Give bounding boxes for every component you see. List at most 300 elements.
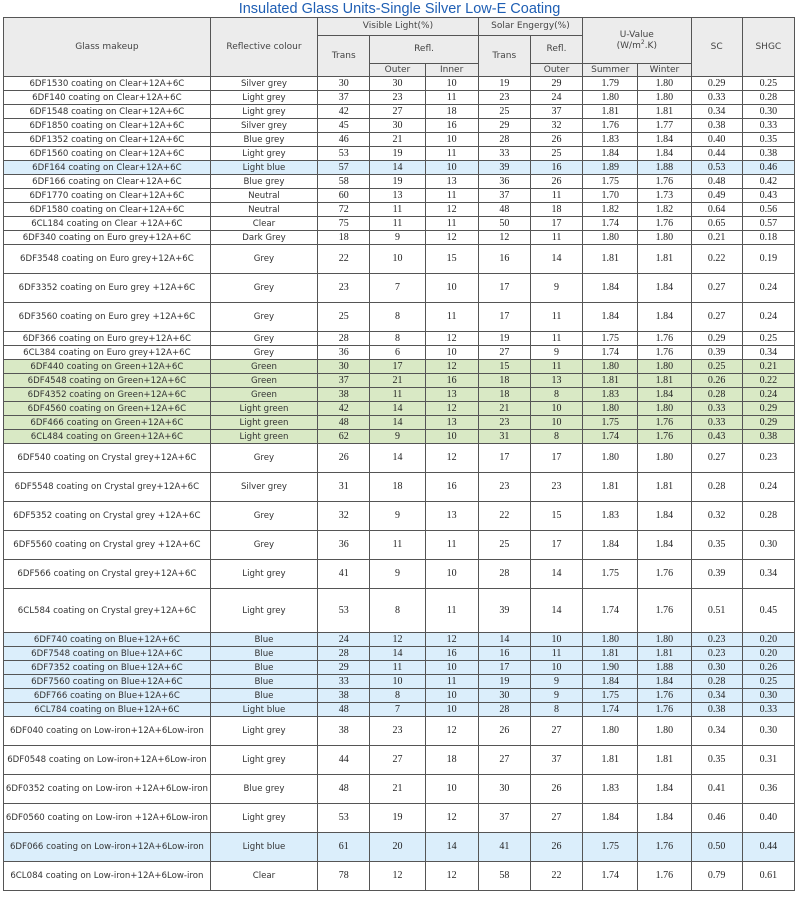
cell-solar-refl-outer: 11 bbox=[530, 303, 582, 332]
cell-u-value-summer: 1.81 bbox=[583, 245, 638, 274]
cell-solar-refl-outer: 8 bbox=[530, 703, 582, 717]
cell-sc: 0.38 bbox=[691, 119, 742, 133]
header-winter: Winter bbox=[638, 64, 691, 77]
cell-reflective-colour: Silver grey bbox=[210, 77, 317, 91]
cell-visible-refl-inner: 18 bbox=[425, 746, 478, 775]
cell-u-value-winter: 1.88 bbox=[638, 161, 691, 175]
cell-solar-trans: 27 bbox=[478, 346, 530, 360]
cell-glass-makeup: 6DF3352 coating on Euro grey +12A+6C bbox=[4, 274, 211, 303]
cell-visible-trans: 75 bbox=[318, 217, 370, 231]
cell-solar-trans: 31 bbox=[478, 430, 530, 444]
cell-visible-trans: 41 bbox=[318, 560, 370, 589]
cell-solar-trans: 28 bbox=[478, 703, 530, 717]
cell-visible-refl-outer: 18 bbox=[370, 473, 425, 502]
cell-u-value-winter: 1.76 bbox=[638, 833, 691, 862]
header-solar-refl: Refl. bbox=[530, 36, 582, 64]
cell-visible-refl-inner: 11 bbox=[425, 91, 478, 105]
table-row bbox=[4, 203, 795, 217]
cell-visible-trans: 38 bbox=[318, 717, 370, 746]
cell-glass-makeup: 6DF140 coating on Clear+12A+6C bbox=[4, 91, 211, 105]
cell-visible-refl-inner: 12 bbox=[425, 402, 478, 416]
cell-visible-trans: 48 bbox=[318, 416, 370, 430]
cell-u-value-summer: 1.80 bbox=[583, 717, 638, 746]
cell-sc: 0.32 bbox=[691, 502, 742, 531]
cell-visible-refl-outer: 10 bbox=[370, 675, 425, 689]
cell-u-value-winter: 1.76 bbox=[638, 416, 691, 430]
cell-solar-refl-outer: 9 bbox=[530, 675, 582, 689]
header-reflective-colour: Reflective colour bbox=[210, 18, 317, 77]
cell-solar-refl-outer: 13 bbox=[530, 374, 582, 388]
cell-visible-refl-outer: 14 bbox=[370, 161, 425, 175]
cell-glass-makeup: 6DF340 coating on Euro grey+12A+6C bbox=[4, 231, 211, 245]
cell-glass-makeup: 6DF1770 coating on Clear+12A+6C bbox=[4, 189, 211, 203]
cell-solar-trans: 25 bbox=[478, 105, 530, 119]
cell-shgc: 0.61 bbox=[742, 862, 794, 891]
cell-visible-refl-inner: 12 bbox=[425, 804, 478, 833]
cell-solar-refl-outer: 16 bbox=[530, 161, 582, 175]
cell-glass-makeup: 6CL584 coating on Crystal grey+12A+6C bbox=[4, 589, 211, 633]
cell-sc: 0.33 bbox=[691, 416, 742, 430]
cell-shgc: 0.56 bbox=[742, 203, 794, 217]
header-solar-outer: Outer bbox=[530, 64, 582, 77]
cell-visible-refl-outer: 30 bbox=[370, 119, 425, 133]
cell-glass-makeup: 6DF7548 coating on Blue+12A+6C bbox=[4, 647, 211, 661]
cell-solar-trans: 25 bbox=[478, 531, 530, 560]
cell-sc: 0.25 bbox=[691, 360, 742, 374]
cell-solar-trans: 33 bbox=[478, 147, 530, 161]
cell-visible-refl-outer: 23 bbox=[370, 717, 425, 746]
cell-solar-trans: 30 bbox=[478, 775, 530, 804]
cell-visible-refl-inner: 14 bbox=[425, 833, 478, 862]
cell-solar-trans: 23 bbox=[478, 91, 530, 105]
cell-visible-refl-inner: 11 bbox=[425, 675, 478, 689]
cell-u-value-winter: 1.81 bbox=[638, 647, 691, 661]
cell-visible-refl-outer: 14 bbox=[370, 647, 425, 661]
cell-solar-trans: 48 bbox=[478, 203, 530, 217]
cell-visible-refl-outer: 12 bbox=[370, 862, 425, 891]
cell-reflective-colour: Light blue bbox=[210, 161, 317, 175]
cell-u-value-summer: 1.75 bbox=[583, 332, 638, 346]
cell-visible-refl-outer: 23 bbox=[370, 91, 425, 105]
cell-shgc: 0.30 bbox=[742, 531, 794, 560]
cell-glass-makeup: 6DF1548 coating on Clear+12A+6C bbox=[4, 105, 211, 119]
cell-visible-refl-inner: 13 bbox=[425, 502, 478, 531]
header-glass-makeup: Glass makeup bbox=[4, 18, 211, 77]
cell-solar-trans: 16 bbox=[478, 245, 530, 274]
cell-u-value-winter: 1.76 bbox=[638, 560, 691, 589]
cell-solar-trans: 17 bbox=[478, 661, 530, 675]
cell-solar-refl-outer: 10 bbox=[530, 416, 582, 430]
cell-u-value-winter: 1.80 bbox=[638, 231, 691, 245]
cell-reflective-colour: Green bbox=[210, 388, 317, 402]
cell-reflective-colour: Grey bbox=[210, 303, 317, 332]
cell-visible-trans: 37 bbox=[318, 374, 370, 388]
cell-shgc: 0.28 bbox=[742, 91, 794, 105]
cell-solar-trans: 41 bbox=[478, 833, 530, 862]
cell-shgc: 0.18 bbox=[742, 231, 794, 245]
cell-glass-makeup: 6DF1530 coating on Clear+12A+6C bbox=[4, 77, 211, 91]
cell-visible-trans: 37 bbox=[318, 91, 370, 105]
cell-glass-makeup: 6CL784 coating on Blue+12A+6C bbox=[4, 703, 211, 717]
cell-u-value-summer: 1.80 bbox=[583, 633, 638, 647]
cell-visible-trans: 31 bbox=[318, 473, 370, 502]
cell-visible-refl-outer: 27 bbox=[370, 105, 425, 119]
cell-u-value-winter: 1.82 bbox=[638, 203, 691, 217]
cell-shgc: 0.29 bbox=[742, 402, 794, 416]
cell-shgc: 0.21 bbox=[742, 360, 794, 374]
table-row bbox=[4, 703, 795, 717]
cell-glass-makeup: 6DF7352 coating on Blue+12A+6C bbox=[4, 661, 211, 675]
cell-visible-trans: 28 bbox=[318, 332, 370, 346]
cell-u-value-summer: 1.84 bbox=[583, 274, 638, 303]
cell-reflective-colour: Neutral bbox=[210, 203, 317, 217]
cell-visible-trans: 46 bbox=[318, 133, 370, 147]
cell-u-value-winter: 1.80 bbox=[638, 633, 691, 647]
cell-visible-refl-inner: 13 bbox=[425, 175, 478, 189]
table-row bbox=[4, 105, 795, 119]
cell-solar-refl-outer: 23 bbox=[530, 473, 582, 502]
cell-shgc: 0.24 bbox=[742, 274, 794, 303]
cell-visible-refl-inner: 18 bbox=[425, 105, 478, 119]
table-row bbox=[4, 303, 795, 332]
cell-sc: 0.49 bbox=[691, 189, 742, 203]
cell-visible-refl-outer: 8 bbox=[370, 589, 425, 633]
cell-u-value-summer: 1.75 bbox=[583, 416, 638, 430]
cell-u-value-summer: 1.84 bbox=[583, 147, 638, 161]
cell-visible-refl-outer: 14 bbox=[370, 402, 425, 416]
cell-solar-refl-outer: 26 bbox=[530, 133, 582, 147]
cell-solar-trans: 26 bbox=[478, 717, 530, 746]
cell-u-value-summer: 1.83 bbox=[583, 388, 638, 402]
cell-reflective-colour: Clear bbox=[210, 217, 317, 231]
table-row bbox=[4, 274, 795, 303]
header-visible-inner: Inner bbox=[425, 64, 478, 77]
cell-sc: 0.33 bbox=[691, 402, 742, 416]
cell-visible-refl-inner: 10 bbox=[425, 346, 478, 360]
cell-sc: 0.38 bbox=[691, 703, 742, 717]
cell-visible-refl-outer: 27 bbox=[370, 746, 425, 775]
cell-visible-refl-inner: 12 bbox=[425, 231, 478, 245]
cell-u-value-winter: 1.84 bbox=[638, 675, 691, 689]
cell-visible-refl-inner: 11 bbox=[425, 189, 478, 203]
cell-visible-refl-inner: 10 bbox=[425, 133, 478, 147]
table-row bbox=[4, 332, 795, 346]
cell-solar-trans: 19 bbox=[478, 77, 530, 91]
cell-visible-refl-outer: 19 bbox=[370, 804, 425, 833]
cell-u-value-winter: 1.80 bbox=[638, 360, 691, 374]
header-visible-refl: Refl. bbox=[370, 36, 478, 64]
cell-shgc: 0.23 bbox=[742, 444, 794, 473]
cell-sc: 0.26 bbox=[691, 374, 742, 388]
cell-u-value-summer: 1.76 bbox=[583, 119, 638, 133]
cell-u-value-summer: 1.83 bbox=[583, 502, 638, 531]
table-row bbox=[4, 360, 795, 374]
cell-solar-trans: 12 bbox=[478, 231, 530, 245]
cell-u-value-summer: 1.80 bbox=[583, 444, 638, 473]
cell-solar-trans: 17 bbox=[478, 274, 530, 303]
table-row bbox=[4, 661, 795, 675]
cell-reflective-colour: Blue grey bbox=[210, 775, 317, 804]
cell-sc: 0.23 bbox=[691, 647, 742, 661]
cell-u-value-summer: 1.74 bbox=[583, 703, 638, 717]
cell-shgc: 0.42 bbox=[742, 175, 794, 189]
cell-reflective-colour: Light grey bbox=[210, 746, 317, 775]
cell-u-value-winter: 1.80 bbox=[638, 91, 691, 105]
cell-solar-refl-outer: 10 bbox=[530, 402, 582, 416]
cell-visible-refl-outer: 30 bbox=[370, 77, 425, 91]
cell-solar-trans: 36 bbox=[478, 175, 530, 189]
cell-visible-refl-inner: 12 bbox=[425, 203, 478, 217]
cell-glass-makeup: 6DF066 coating on Low-iron+12A+6Low-iron bbox=[4, 833, 211, 862]
header-summer: Summer bbox=[583, 64, 638, 77]
cell-solar-trans: 18 bbox=[478, 374, 530, 388]
cell-u-value-winter: 1.81 bbox=[638, 374, 691, 388]
cell-u-value-summer: 1.74 bbox=[583, 862, 638, 891]
cell-visible-trans: 48 bbox=[318, 775, 370, 804]
cell-visible-trans: 42 bbox=[318, 402, 370, 416]
cell-u-value-winter: 1.76 bbox=[638, 430, 691, 444]
cell-visible-trans: 53 bbox=[318, 147, 370, 161]
cell-u-value-winter: 1.81 bbox=[638, 746, 691, 775]
cell-u-value-summer: 1.90 bbox=[583, 661, 638, 675]
cell-solar-refl-outer: 17 bbox=[530, 444, 582, 473]
cell-visible-refl-inner: 16 bbox=[425, 473, 478, 502]
cell-visible-refl-inner: 12 bbox=[425, 332, 478, 346]
cell-sc: 0.30 bbox=[691, 661, 742, 675]
cell-u-value-winter: 1.84 bbox=[638, 303, 691, 332]
cell-shgc: 0.30 bbox=[742, 689, 794, 703]
cell-sc: 0.64 bbox=[691, 203, 742, 217]
cell-shgc: 0.34 bbox=[742, 560, 794, 589]
cell-visible-trans: 36 bbox=[318, 346, 370, 360]
cell-reflective-colour: Light green bbox=[210, 402, 317, 416]
cell-sc: 0.28 bbox=[691, 473, 742, 502]
cell-solar-refl-outer: 22 bbox=[530, 862, 582, 891]
table-row bbox=[4, 147, 795, 161]
cell-visible-trans: 42 bbox=[318, 105, 370, 119]
cell-solar-refl-outer: 11 bbox=[530, 332, 582, 346]
cell-visible-refl-inner: 16 bbox=[425, 374, 478, 388]
cell-glass-makeup: 6DF1560 coating on Clear+12A+6C bbox=[4, 147, 211, 161]
cell-glass-makeup: 6DF4352 coating on Green+12A+6C bbox=[4, 388, 211, 402]
cell-glass-makeup: 6DF164 coating on Clear+12A+6C bbox=[4, 161, 211, 175]
cell-visible-refl-outer: 9 bbox=[370, 560, 425, 589]
cell-sc: 0.34 bbox=[691, 717, 742, 746]
cell-solar-trans: 19 bbox=[478, 332, 530, 346]
cell-reflective-colour: Grey bbox=[210, 502, 317, 531]
cell-reflective-colour: Blue bbox=[210, 661, 317, 675]
cell-visible-trans: 53 bbox=[318, 589, 370, 633]
cell-u-value-summer: 1.82 bbox=[583, 203, 638, 217]
cell-visible-trans: 36 bbox=[318, 531, 370, 560]
header-visible-light: Visible Light(%) bbox=[318, 18, 479, 36]
cell-visible-refl-outer: 6 bbox=[370, 346, 425, 360]
cell-visible-trans: 28 bbox=[318, 647, 370, 661]
cell-u-value-winter: 1.84 bbox=[638, 775, 691, 804]
cell-u-value-winter: 1.84 bbox=[638, 502, 691, 531]
cell-shgc: 0.45 bbox=[742, 589, 794, 633]
cell-visible-trans: 44 bbox=[318, 746, 370, 775]
cell-reflective-colour: Light blue bbox=[210, 703, 317, 717]
cell-visible-trans: 24 bbox=[318, 633, 370, 647]
cell-solar-refl-outer: 26 bbox=[530, 175, 582, 189]
cell-solar-trans: 15 bbox=[478, 360, 530, 374]
cell-visible-trans: 26 bbox=[318, 444, 370, 473]
cell-visible-refl-inner: 13 bbox=[425, 416, 478, 430]
cell-u-value-summer: 1.79 bbox=[583, 77, 638, 91]
cell-visible-refl-inner: 12 bbox=[425, 862, 478, 891]
cell-shgc: 0.33 bbox=[742, 119, 794, 133]
cell-reflective-colour: Light grey bbox=[210, 91, 317, 105]
cell-sc: 0.43 bbox=[691, 430, 742, 444]
cell-u-value-winter: 1.76 bbox=[638, 689, 691, 703]
cell-solar-trans: 29 bbox=[478, 119, 530, 133]
cell-sc: 0.41 bbox=[691, 775, 742, 804]
cell-u-value-winter: 1.84 bbox=[638, 804, 691, 833]
cell-visible-trans: 38 bbox=[318, 689, 370, 703]
cell-reflective-colour: Grey bbox=[210, 332, 317, 346]
cell-reflective-colour: Light grey bbox=[210, 560, 317, 589]
cell-shgc: 0.33 bbox=[742, 703, 794, 717]
table-row bbox=[4, 231, 795, 245]
cell-u-value-winter: 1.84 bbox=[638, 531, 691, 560]
cell-u-value-winter: 1.80 bbox=[638, 77, 691, 91]
cell-visible-refl-inner: 13 bbox=[425, 388, 478, 402]
cell-sc: 0.35 bbox=[691, 746, 742, 775]
cell-shgc: 0.43 bbox=[742, 189, 794, 203]
cell-visible-refl-inner: 10 bbox=[425, 161, 478, 175]
cell-solar-refl-outer: 15 bbox=[530, 502, 582, 531]
cell-u-value-summer: 1.80 bbox=[583, 231, 638, 245]
cell-u-value-summer: 1.75 bbox=[583, 833, 638, 862]
cell-reflective-colour: Grey bbox=[210, 346, 317, 360]
cell-glass-makeup: 6DF440 coating on Green+12A+6C bbox=[4, 360, 211, 374]
cell-shgc: 0.29 bbox=[742, 416, 794, 430]
cell-shgc: 0.38 bbox=[742, 430, 794, 444]
cell-solar-refl-outer: 18 bbox=[530, 203, 582, 217]
cell-solar-refl-outer: 10 bbox=[530, 633, 582, 647]
table-row bbox=[4, 531, 795, 560]
table-row bbox=[4, 77, 795, 91]
cell-reflective-colour: Silver grey bbox=[210, 473, 317, 502]
cell-solar-refl-outer: 29 bbox=[530, 77, 582, 91]
cell-visible-refl-inner: 12 bbox=[425, 444, 478, 473]
cell-visible-trans: 18 bbox=[318, 231, 370, 245]
cell-visible-refl-outer: 19 bbox=[370, 175, 425, 189]
cell-visible-refl-outer: 11 bbox=[370, 388, 425, 402]
cell-u-value-summer: 1.75 bbox=[583, 689, 638, 703]
header-solar-trans: Trans bbox=[478, 36, 530, 77]
cell-reflective-colour: Blue grey bbox=[210, 133, 317, 147]
cell-solar-refl-outer: 11 bbox=[530, 231, 582, 245]
cell-glass-makeup: 6CL484 coating on Green+12A+6C bbox=[4, 430, 211, 444]
cell-sc: 0.23 bbox=[691, 633, 742, 647]
cell-shgc: 0.38 bbox=[742, 147, 794, 161]
cell-visible-trans: 60 bbox=[318, 189, 370, 203]
table-row bbox=[4, 217, 795, 231]
cell-visible-refl-inner: 12 bbox=[425, 633, 478, 647]
cell-u-value-winter: 1.77 bbox=[638, 119, 691, 133]
cell-shgc: 0.44 bbox=[742, 833, 794, 862]
cell-solar-refl-outer: 27 bbox=[530, 804, 582, 833]
cell-visible-refl-outer: 9 bbox=[370, 231, 425, 245]
cell-glass-makeup: 6DF740 coating on Blue+12A+6C bbox=[4, 633, 211, 647]
cell-u-value-winter: 1.76 bbox=[638, 175, 691, 189]
cell-u-value-summer: 1.89 bbox=[583, 161, 638, 175]
cell-reflective-colour: Silver grey bbox=[210, 119, 317, 133]
cell-u-value-winter: 1.81 bbox=[638, 473, 691, 502]
cell-visible-refl-outer: 21 bbox=[370, 775, 425, 804]
cell-u-value-winter: 1.84 bbox=[638, 274, 691, 303]
cell-solar-trans: 14 bbox=[478, 633, 530, 647]
cell-u-value-summer: 1.84 bbox=[583, 303, 638, 332]
cell-sc: 0.65 bbox=[691, 217, 742, 231]
cell-solar-trans: 18 bbox=[478, 388, 530, 402]
cell-shgc: 0.36 bbox=[742, 775, 794, 804]
table-row bbox=[4, 91, 795, 105]
cell-reflective-colour: Blue bbox=[210, 689, 317, 703]
cell-u-value-summer: 1.74 bbox=[583, 430, 638, 444]
cell-glass-makeup: 6DF3560 coating on Euro grey +12A+6C bbox=[4, 303, 211, 332]
cell-visible-trans: 45 bbox=[318, 119, 370, 133]
cell-visible-refl-inner: 16 bbox=[425, 647, 478, 661]
table-row bbox=[4, 560, 795, 589]
cell-reflective-colour: Dark Grey bbox=[210, 231, 317, 245]
cell-solar-trans: 39 bbox=[478, 161, 530, 175]
cell-visible-trans: 22 bbox=[318, 245, 370, 274]
cell-u-value-summer: 1.80 bbox=[583, 402, 638, 416]
cell-solar-trans: 23 bbox=[478, 473, 530, 502]
cell-shgc: 0.46 bbox=[742, 161, 794, 175]
cell-solar-refl-outer: 9 bbox=[530, 274, 582, 303]
cell-visible-trans: 33 bbox=[318, 675, 370, 689]
table-row bbox=[4, 119, 795, 133]
cell-shgc: 0.35 bbox=[742, 133, 794, 147]
cell-visible-trans: 61 bbox=[318, 833, 370, 862]
cell-glass-makeup: 6CL184 coating on Clear +12A+6C bbox=[4, 217, 211, 231]
cell-shgc: 0.26 bbox=[742, 661, 794, 675]
cell-shgc: 0.30 bbox=[742, 717, 794, 746]
cell-shgc: 0.25 bbox=[742, 675, 794, 689]
cell-solar-trans: 21 bbox=[478, 402, 530, 416]
cell-glass-makeup: 6DF7560 coating on Blue+12A+6C bbox=[4, 675, 211, 689]
cell-visible-refl-outer: 7 bbox=[370, 703, 425, 717]
table-row bbox=[4, 862, 795, 891]
cell-shgc: 0.30 bbox=[742, 105, 794, 119]
cell-sc: 0.29 bbox=[691, 332, 742, 346]
cell-glass-makeup: 6DF4560 coating on Green+12A+6C bbox=[4, 402, 211, 416]
cell-reflective-colour: Grey bbox=[210, 444, 317, 473]
cell-sc: 0.48 bbox=[691, 175, 742, 189]
cell-u-value-winter: 1.76 bbox=[638, 589, 691, 633]
cell-sc: 0.79 bbox=[691, 862, 742, 891]
cell-visible-trans: 32 bbox=[318, 502, 370, 531]
cell-sc: 0.28 bbox=[691, 388, 742, 402]
cell-u-value-summer: 1.83 bbox=[583, 775, 638, 804]
cell-sc: 0.27 bbox=[691, 303, 742, 332]
cell-reflective-colour: Light green bbox=[210, 416, 317, 430]
cell-solar-trans: 39 bbox=[478, 589, 530, 633]
cell-visible-trans: 48 bbox=[318, 703, 370, 717]
cell-u-value-summer: 1.81 bbox=[583, 105, 638, 119]
cell-solar-refl-outer: 8 bbox=[530, 430, 582, 444]
cell-visible-refl-inner: 10 bbox=[425, 703, 478, 717]
cell-reflective-colour: Grey bbox=[210, 274, 317, 303]
cell-solar-trans: 37 bbox=[478, 804, 530, 833]
cell-visible-refl-inner: 10 bbox=[425, 661, 478, 675]
cell-sc: 0.28 bbox=[691, 675, 742, 689]
cell-reflective-colour: Green bbox=[210, 374, 317, 388]
